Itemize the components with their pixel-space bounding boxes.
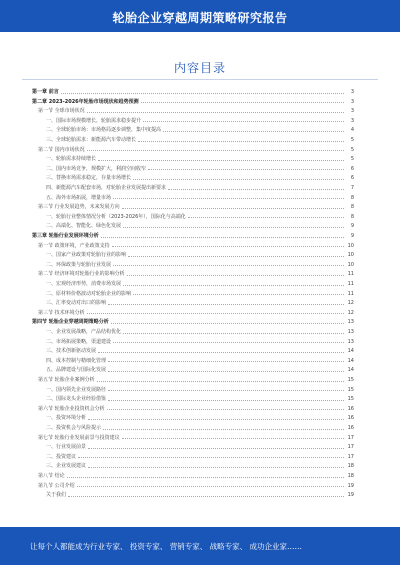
toc-entry[interactable] [32,232,354,241]
toc-entry-page: 8 [350,204,354,211]
toc-entry[interactable] [32,117,354,126]
toc-leader-dots [108,360,344,362]
toc-entry-label: 二、全球轮胎市场：市场格局逐步调整，集中度提高 [46,127,162,134]
footer-slogan: 让每个人都能成为行业专家、 投资专家、 营销专家、 战略专家、 成功企业家…… [30,542,303,551]
toc-entry-label: 一、投资环境分析 [46,415,87,422]
toc-entry[interactable] [32,242,354,251]
toc-leader-dots [108,370,344,372]
toc-entry[interactable] [32,318,354,327]
toc-leader-dots [113,197,344,199]
toc-leader-dots [107,408,344,410]
toc-entry-label: 第一节 政策环境，产业政策支持 [38,242,110,249]
toc-entry-label: 第九节 公司介绍 [38,482,75,489]
toc-entry-page: 12 [347,309,354,316]
toc-entry-label: 第三章 轮胎行业发展环境分析 [32,233,99,239]
toc-entry-page: 18 [347,473,354,479]
toc-leader-dots [108,399,344,401]
toc-entry[interactable] [32,280,354,289]
toc-entry-page: 3 [350,98,354,105]
toc-entry-page: 5 [350,137,354,143]
toc-entry[interactable] [32,328,354,337]
toc-entry[interactable] [32,299,354,308]
toc-leader-dots [98,351,344,353]
toc-leader-dots [87,111,344,113]
toc-leader-dots [112,245,344,247]
toc-entry-label: 三、替换市场需求稳定，存量市场增长 [46,175,132,182]
toc-leader-dots [87,312,344,314]
toc-leader-dots [77,485,344,487]
toc-leader-dots [101,236,344,238]
title-divider [22,79,378,80]
toc-entry[interactable] [32,491,354,500]
toc-entry-label: 第一节 全球市场状况 [38,108,85,115]
footer-bar [0,527,400,565]
toc-entry[interactable] [32,107,354,116]
toc-entry-label: 二、原材料价格波动对轮胎企业的影响 [46,290,132,297]
toc-entry[interactable] [32,261,354,270]
toc-entry[interactable] [32,136,354,145]
toc-entry[interactable] [32,347,354,356]
toc-entry-page: 16 [347,415,354,422]
toc-entry[interactable] [32,338,354,347]
toc-entry-label: 五、品牌建设与国际化发展 [46,367,107,374]
toc-entry-label: 四、成本控制与精细化管理 [46,357,107,364]
toc-entry[interactable] [32,453,354,462]
toc-entry[interactable] [32,472,354,481]
toc-leader-dots [168,188,344,190]
toc-leader-dots [128,255,344,257]
toc-entry-page: 10 [347,242,354,249]
toc-entry-page: 15 [347,377,354,383]
toc-entry-page: 16 [347,405,354,412]
toc-leader-dots [98,159,344,161]
toc-leader-dots [141,101,344,103]
toc-entry-label: 一、轮胎需求持续增长 [46,156,97,163]
toc-entry-label: 一、国内领先企业发展路径 [46,386,107,393]
toc-leader-dots [143,120,344,122]
toc-entry-label: 二、国内市场竞争，规模扩大，利润空间收窄 [46,165,147,172]
toc-leader-dots [122,207,344,209]
toc-entry-page: 18 [347,463,354,470]
toc-entry-page: 4 [350,127,354,134]
toc-leader-dots [133,178,344,180]
toc-entry-page: 12 [347,300,354,307]
toc-leader-dots [123,284,344,286]
toc-leader-dots [113,264,344,266]
toc-entry-page: 10 [347,261,354,268]
toc-entry[interactable] [32,155,354,164]
toc-leader-dots [97,380,344,382]
toc-entry-page: 13 [347,319,354,326]
toc-entry-page: 6 [350,175,354,182]
toc-entry-label: 第三节 技术环境分析 [38,309,85,316]
toc-entry[interactable] [32,146,354,155]
toc-entry[interactable] [32,203,354,212]
toc-entry-page: 10 [347,252,354,259]
toc-title: 内容目录 [173,61,226,75]
toc-entry-label: 第一章 前言 [32,89,59,95]
toc-entry[interactable] [32,309,354,318]
toc-leader-dots [88,466,344,468]
toc-leader-dots [163,130,344,132]
toc-entry-label: 第五节 轮胎企业案例分析 [38,377,95,383]
toc-entry[interactable] [32,174,354,183]
toc-entry[interactable] [32,222,354,231]
toc-entry-page: 7 [350,185,354,191]
toc-entry-label: 三、技术创新驱动发展 [46,348,97,355]
toc-entry-label: 第六节 轮胎企业投资机会分析 [38,405,105,412]
toc-leader-dots [133,293,344,295]
toc-entry-page: 11 [347,281,354,287]
toc-entry-page: 9 [350,233,354,239]
toc-entry-label: 二、市场拓展策略，渠道建设 [46,338,112,345]
toc-entry-label: 二、国际龙头企业经验借鉴 [46,396,107,403]
toc-entry[interactable] [32,290,354,299]
toc-entry[interactable] [32,88,354,97]
toc-entry-page: 19 [347,492,354,499]
toc-leader-dots [67,476,344,478]
toc-entry-label: 一、轮胎行业整体情况分析（2023-2026年），国际化与高端化 [46,213,186,220]
toc-leader-dots [188,216,344,218]
toc-entry[interactable] [32,213,354,222]
toc-entry-label: 第四节 轮胎企业穿越周期策略分析 [32,319,109,326]
toc-entry-page: 5 [350,146,354,153]
toc-entry-label: 一、行业发展前景 [46,444,87,451]
toc-leader-dots [138,140,344,142]
toc-entry-label: 三、全球轮胎需求：新能源汽车带动增长 [46,137,137,143]
toc-entry-label: 第八节 结论 [38,473,65,479]
toc-leader-dots [108,303,344,305]
toc-entry-page: 15 [347,396,354,403]
toc-entry-label: 二、环保政策与轮胎行业发展 [46,261,112,268]
toc-entry-page: 14 [347,357,354,364]
toc-entry-page: 13 [347,338,354,345]
toc-entry-page: 16 [347,425,354,431]
toc-entry-page: 14 [347,348,354,355]
toc-entry-page: 19 [347,482,354,489]
toc-entry-page: 9 [350,223,354,230]
table-of-contents [32,88,354,508]
toc-entry[interactable] [32,357,354,366]
toc-entry[interactable] [32,386,354,395]
toc-entry-label: 一、宏观经济形势，消费市场发展 [46,281,122,287]
toc-entry[interactable] [32,270,354,279]
toc-entry-label: 二、投资建议 [46,453,77,460]
toc-leader-dots [113,341,344,343]
toc-leader-dots [123,226,344,228]
toc-entry-page: 8 [350,194,354,201]
toc-entry-label: 二、投资机会与风险提示 [46,425,102,431]
toc-entry-page: 14 [347,367,354,374]
toc-entry[interactable] [32,251,354,260]
toc-leader-dots [78,456,344,458]
toc-entry-label: 四、新能源汽车配套市场，对轮胎企业发展提出新要求 [46,185,167,191]
toc-entry-page: 17 [347,453,354,460]
toc-entry-page: 6 [350,165,354,172]
toc-leader-dots [123,332,344,334]
toc-leader-dots [103,428,344,430]
header-title: 轮胎企业穿越周期策略研究报告 [112,11,288,25]
toc-leader-dots [68,495,344,497]
toc-entry[interactable] [32,165,354,174]
toc-entry-page: 11 [347,271,354,278]
toc-entry[interactable] [32,405,354,414]
toc-leader-dots [108,389,344,391]
toc-entry[interactable] [32,395,354,404]
toc-leader-dots [111,322,344,324]
toc-entry-label: 第二章 2023-2026年轮胎市场现状和趋势预测 [32,98,139,105]
toc-entry[interactable] [32,414,354,423]
toc-entry-page: 3 [350,108,354,115]
toc-entry-label: 一、国际市场规模增长，轮胎需求稳步提升 [46,117,142,124]
toc-entry-page: 17 [347,434,354,441]
toc-entry[interactable] [32,194,354,203]
toc-entry[interactable] [32,434,354,443]
toc-entry-label: 关于我们 [46,492,67,499]
toc-entry-page: 8 [350,213,354,220]
toc-leader-dots [127,274,344,276]
toc-entry-label: 第三节 行业发展趋势，未来发展方向 [38,204,120,211]
toc-entry-label: 第七节 轮胎行业发展前景与投资建议 [38,434,120,441]
toc-entry-label: 第二节 经济环境对轮胎行业的影响分析 [38,271,125,278]
toc-entry-label: 二、高端化、智能化、绿色化发展 [46,223,122,230]
toc-leader-dots [88,418,344,420]
toc-leader-dots [87,149,344,151]
toc-entry[interactable] [32,424,354,433]
toc-entry-label: 三、汇率变动对出口的影响 [46,300,107,307]
toc-entry-page: 3 [350,117,354,124]
toc-entry[interactable] [32,366,354,375]
toc-entry-label: 第二节 国内市场状况 [38,146,85,153]
toc-leader-dots [88,447,344,449]
toc-entry[interactable] [32,376,354,385]
toc-entry[interactable] [32,482,354,491]
toc-entry-page: 3 [350,89,354,95]
toc-leader-dots [148,168,344,170]
toc-entry[interactable] [32,443,354,452]
toc-entry-page: 13 [347,329,354,335]
toc-entry[interactable] [32,462,354,471]
toc-entry-label: 五、海外市场拓展，增量市场 [46,194,112,201]
toc-entry-page: 11 [347,290,354,297]
toc-entry[interactable] [32,98,354,107]
toc-entry[interactable] [32,184,354,193]
toc-entry[interactable] [32,126,354,135]
toc-entry-label: 一、企业发展战略，产品结构优化 [46,329,122,335]
toc-entry-label: 一、国家产业政策对轮胎行业的影响 [46,252,127,259]
header-bar [0,0,400,32]
toc-entry-page: 5 [350,156,354,163]
toc-leader-dots [122,437,344,439]
toc-entry-page: 15 [347,386,354,393]
toc-entry-label: 三、企业发展建议 [46,463,87,470]
toc-entry-page: 17 [347,444,354,451]
toc-leader-dots [61,92,344,94]
